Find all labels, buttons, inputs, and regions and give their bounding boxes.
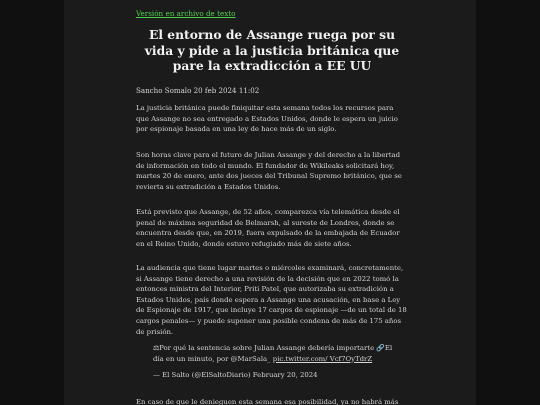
article-title: El entorno de Assange ruega por su vida y pide a la justicia británica que pare la extradicción a EE UU [144, 27, 400, 73]
paragraph-5: En caso de que le denieguen esta semana esa posibilidad, ya no habrá más [136, 398, 399, 405]
article-byline: Sancho Somalo 20 feb 2024 11:02 [136, 86, 260, 95]
embedded-tweet [153, 343, 401, 381]
text-version-link[interactable]: Versión en archivo de texto [136, 9, 236, 18]
tweet-attribution: — El Salto (@ElSaltoDiario) February 20, 2024 [153, 371, 318, 380]
article-page [64, 0, 476, 405]
paragraph-3: Está previsto que Assange, de 52 años, comparezca vía telemática desde el penal de máxima seguridad de Belmarsh, al sureste de Londres, donde se encuentra desde que, en 2019, fuera expulsado de la embajada de Ecuador en el Reino Unido, donde estuvo refugiado más de siete años. [136, 208, 400, 248]
tweet-pic-link[interactable]: pic.twitter.com/ Vcf7OyTdrZ [272, 354, 373, 363]
paragraph-2: Son horas clave para el futuro de Julian Assange y del derecho a la libertad de información en todo el mundo. El fundador de Wikileaks solicitará hoy, martes 20 de enero, ante dos jueces del Tribunal Supremo británico, que se revierta su extradición a Estados Unidos. [136, 151, 402, 191]
tweet-text: ⚖Por qué la sentencia sobre Julian Assange debería importarte 🔗El día en un minuto, por @MarSala_ [153, 344, 393, 363]
paragraph-1: La justicia británica puede finiquitar esta semana todos los recursos para que Assange no sea entregado a Estados Unidos, donde le espera un juicio por espionaje basada en una ley de hace más de un siglo. [136, 104, 398, 134]
paragraph-4: La audiencia que tiene lugar martes o miércoles examinará, concretamente, si Assange tiene derecho a una revisión de la decisión que en 2022 tomó la entonces ministra del Interior, Priti Patel, que autorizaba su extradición a Estados Unidos, país donde espera a Assange una acusación, en base a Ley de Espionaje de 1917, que incluye 17 cargos de espionaje —de un total de 18 cargos penales— y puede suponer una posible condena de más de 175 años de prisión. [136, 264, 407, 336]
